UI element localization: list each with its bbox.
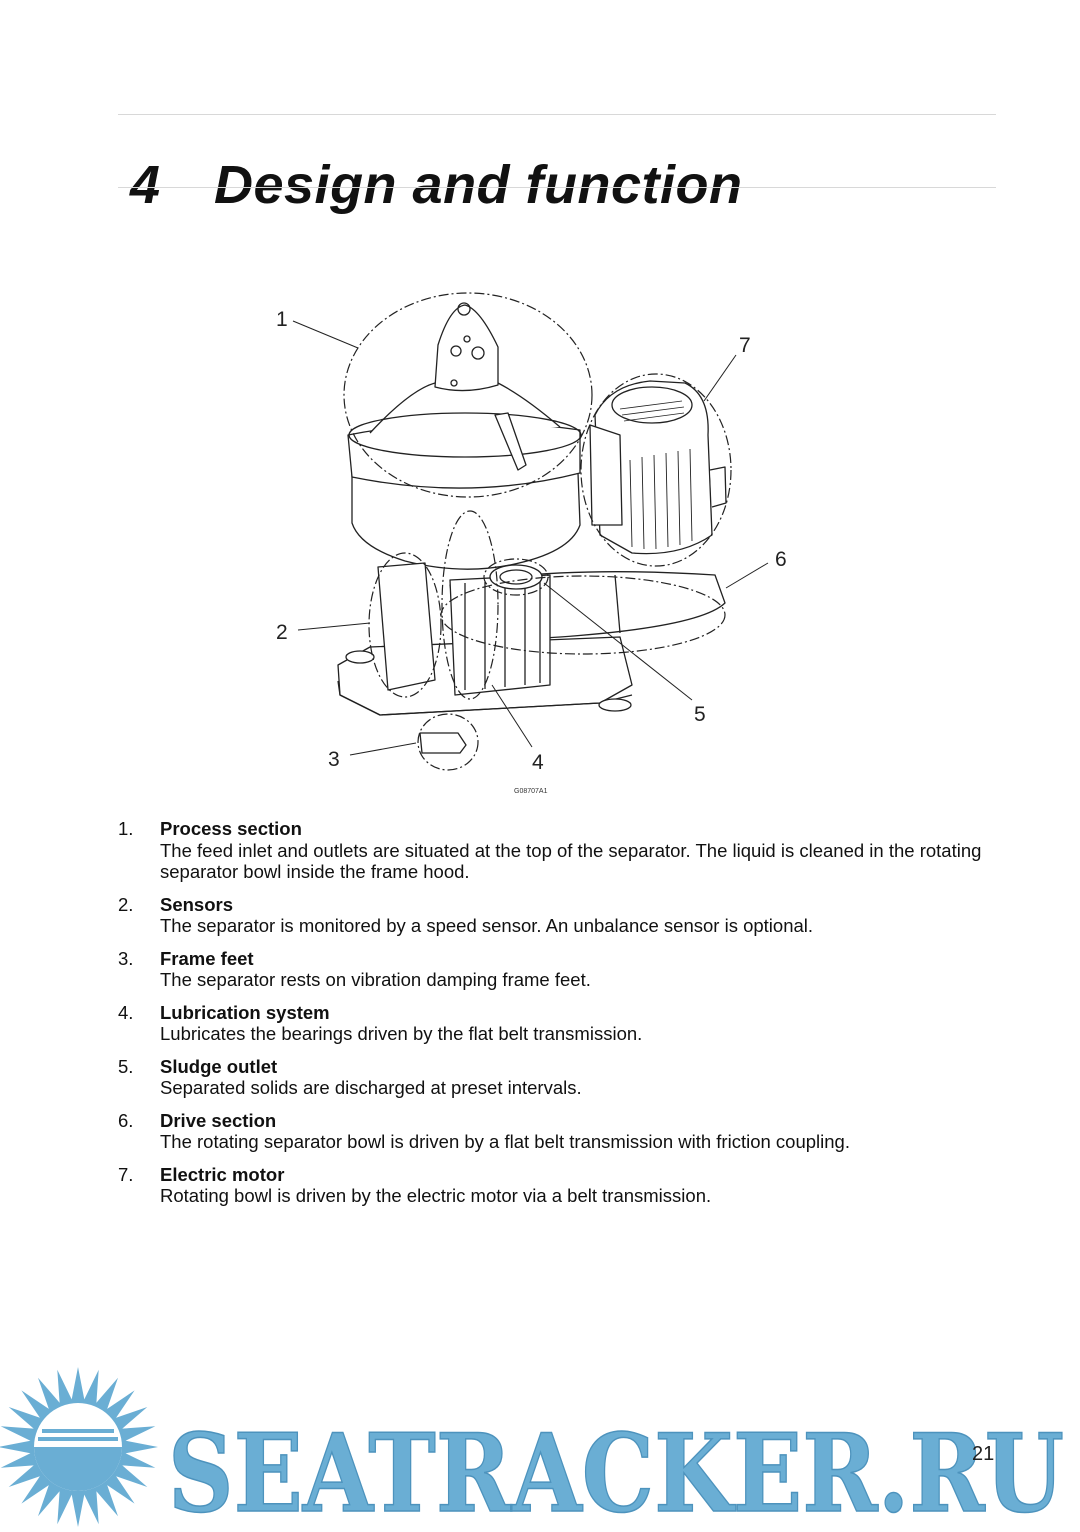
frame-foot	[599, 699, 631, 711]
item-number: 1.	[118, 818, 134, 839]
item-description: The separator rests on vibration damping frame feet.	[160, 969, 591, 990]
item-title: Sensors	[160, 893, 234, 915]
list-item	[118, 1110, 998, 1153]
header-rule-bottom	[118, 187, 996, 188]
frame-foot	[346, 651, 374, 663]
list-item	[118, 818, 998, 883]
frame-foot	[420, 733, 466, 753]
list-item	[118, 1056, 998, 1099]
figure-code: G08707A1	[514, 788, 548, 795]
item-description: Separated solids are discharged at preset intervals.	[160, 1077, 582, 1098]
chapter-number: 4	[130, 155, 161, 216]
item-number: 2.	[118, 893, 134, 915]
item-title: Frame feet	[160, 947, 254, 969]
header-rule-top	[118, 114, 996, 115]
chapter-heading	[130, 154, 743, 216]
callout-4: 4	[532, 751, 544, 774]
list-item	[118, 948, 998, 991]
callout-1: 1	[276, 308, 288, 331]
list-item	[118, 1002, 998, 1045]
item-description: Lubricates the bearings driven by the flat belt transmission.	[160, 1023, 643, 1044]
item-description: Rotating bowl is driven by the electric motor via a belt transmission.	[160, 1185, 712, 1206]
callout-5: 5	[694, 703, 706, 726]
list-item	[118, 894, 998, 937]
inlet-outlet-head	[435, 305, 498, 391]
item-number: 4.	[118, 1001, 134, 1023]
item-description: The rotating separator bowl is driven by a flat belt transmission with friction coupling.	[160, 1131, 850, 1152]
chapter-title: Design and function	[214, 155, 743, 216]
item-title: Electric motor	[160, 1163, 285, 1185]
watermark	[0, 1365, 1080, 1527]
page-number: 21	[972, 1443, 995, 1465]
callout-3: 3	[328, 748, 340, 771]
callout-6: 6	[775, 548, 787, 571]
item-title: Drive section	[160, 1109, 277, 1131]
callout-2: 2	[276, 621, 288, 644]
list-item	[118, 1164, 998, 1207]
item-number: 5.	[118, 1055, 134, 1077]
callout-7: 7	[739, 334, 751, 357]
component-list	[118, 818, 998, 1218]
sun-logo	[0, 1367, 158, 1527]
item-number: 3.	[118, 947, 134, 969]
separator-illustration	[260, 285, 800, 800]
item-number: 6.	[118, 1109, 134, 1131]
item-description: The separator is monitored by a speed sensor. An unbalance sensor is optional.	[160, 915, 814, 936]
item-title: Lubrication system	[160, 1001, 330, 1023]
speed-sensor	[378, 563, 435, 690]
item-number: 7.	[118, 1163, 134, 1185]
watermark-text: SEATRACKER.RU	[168, 1411, 1064, 1527]
item-title: Sludge outlet	[160, 1055, 278, 1077]
item-description: The feed inlet and outlets are situated at the top of the separator. The liquid is cleaned in the rotating separator bowl inside the frame hood.	[160, 839, 982, 882]
item-title: Process section	[160, 818, 302, 839]
